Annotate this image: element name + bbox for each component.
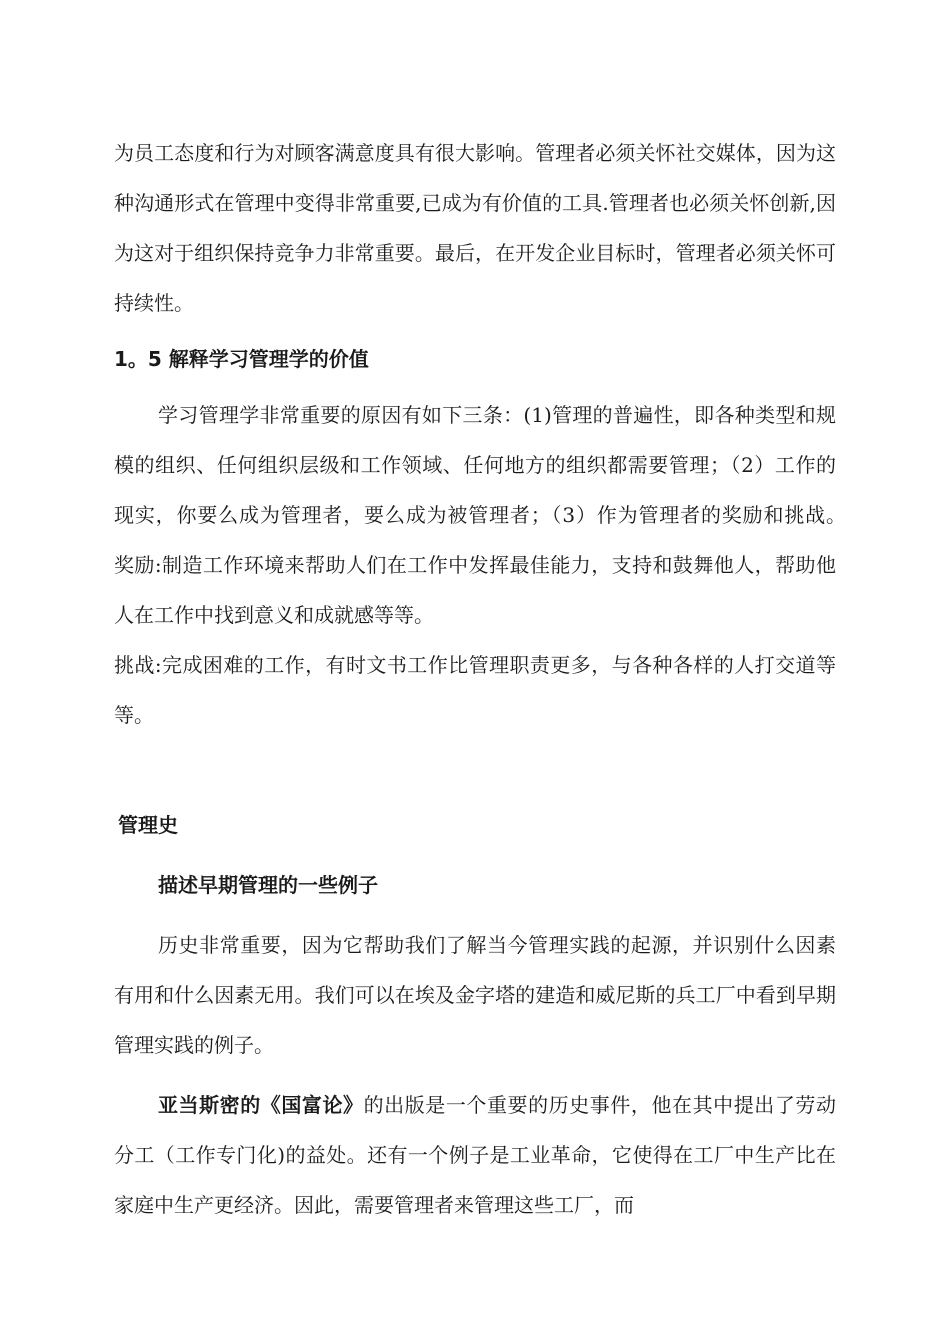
subheading-early-management: 描述早期管理的一些例子 xyxy=(158,873,378,897)
wealth-of-nations-bold: 亚当斯密的《国富论》 xyxy=(158,1093,364,1117)
paragraph-history: 历史非常重要，因为它帮助我们了解当今管理实践的起源，并识别什么因素有用和什么因素无用。我们可以在埃及金字塔的建造和威尼斯的兵工厂中看到早期管理实践的例子。 xyxy=(114,933,836,1057)
paragraph-social-media: 为员工态度和行为对顾客满意度具有很大影响。管理者必须关怀社交媒体，因为这种沟通形式在管理中变得非常重要,已成为有价值的工具.管理者也必须关怀创新,因为这对于组织保持竞争力非常重要。最后，在开发企业目标时，管理者必须关怀可持续性。 xyxy=(114,141,836,315)
paragraph-challenges: 挑战:完成困难的工作，有时文书工作比管理职责更多，与各种各样的人打交道等等。 xyxy=(114,653,836,727)
paragraph-adam-smith xyxy=(114,1080,836,1230)
paragraph-reasons: 学习管理学非常重要的原因有如下三条：(1)管理的普遍性，即各种类型和规模的组织、任何组织层级和工作领域、任何地方的组织都需要管理；（2）工作的现实，你要么成为管理者，要么成为被管理者；（3）作为管理者的奖励和挑战。 奖励:制造工作环境来帮助人们在工作中发挥最佳能力，支持和鼓舞他人，帮助他人在工作中找到意义和成就感等等。 xyxy=(114,403,863,627)
adam-smith-text: 的出版是一个重要的历史事件，他在其中提出了劳动分工（工作专门化)的益处。还有一个例子是工业革命，它使得在工厂中生产比在家庭中生产更经济。因此，需要管理者来管理这些工厂，而 xyxy=(114,1093,836,1217)
section-heading-management-history: 管理史 xyxy=(118,813,178,837)
section-heading-value-of-management: 1。5 解释学习管理学的价值 xyxy=(114,347,369,371)
document-page xyxy=(114,128,863,1230)
